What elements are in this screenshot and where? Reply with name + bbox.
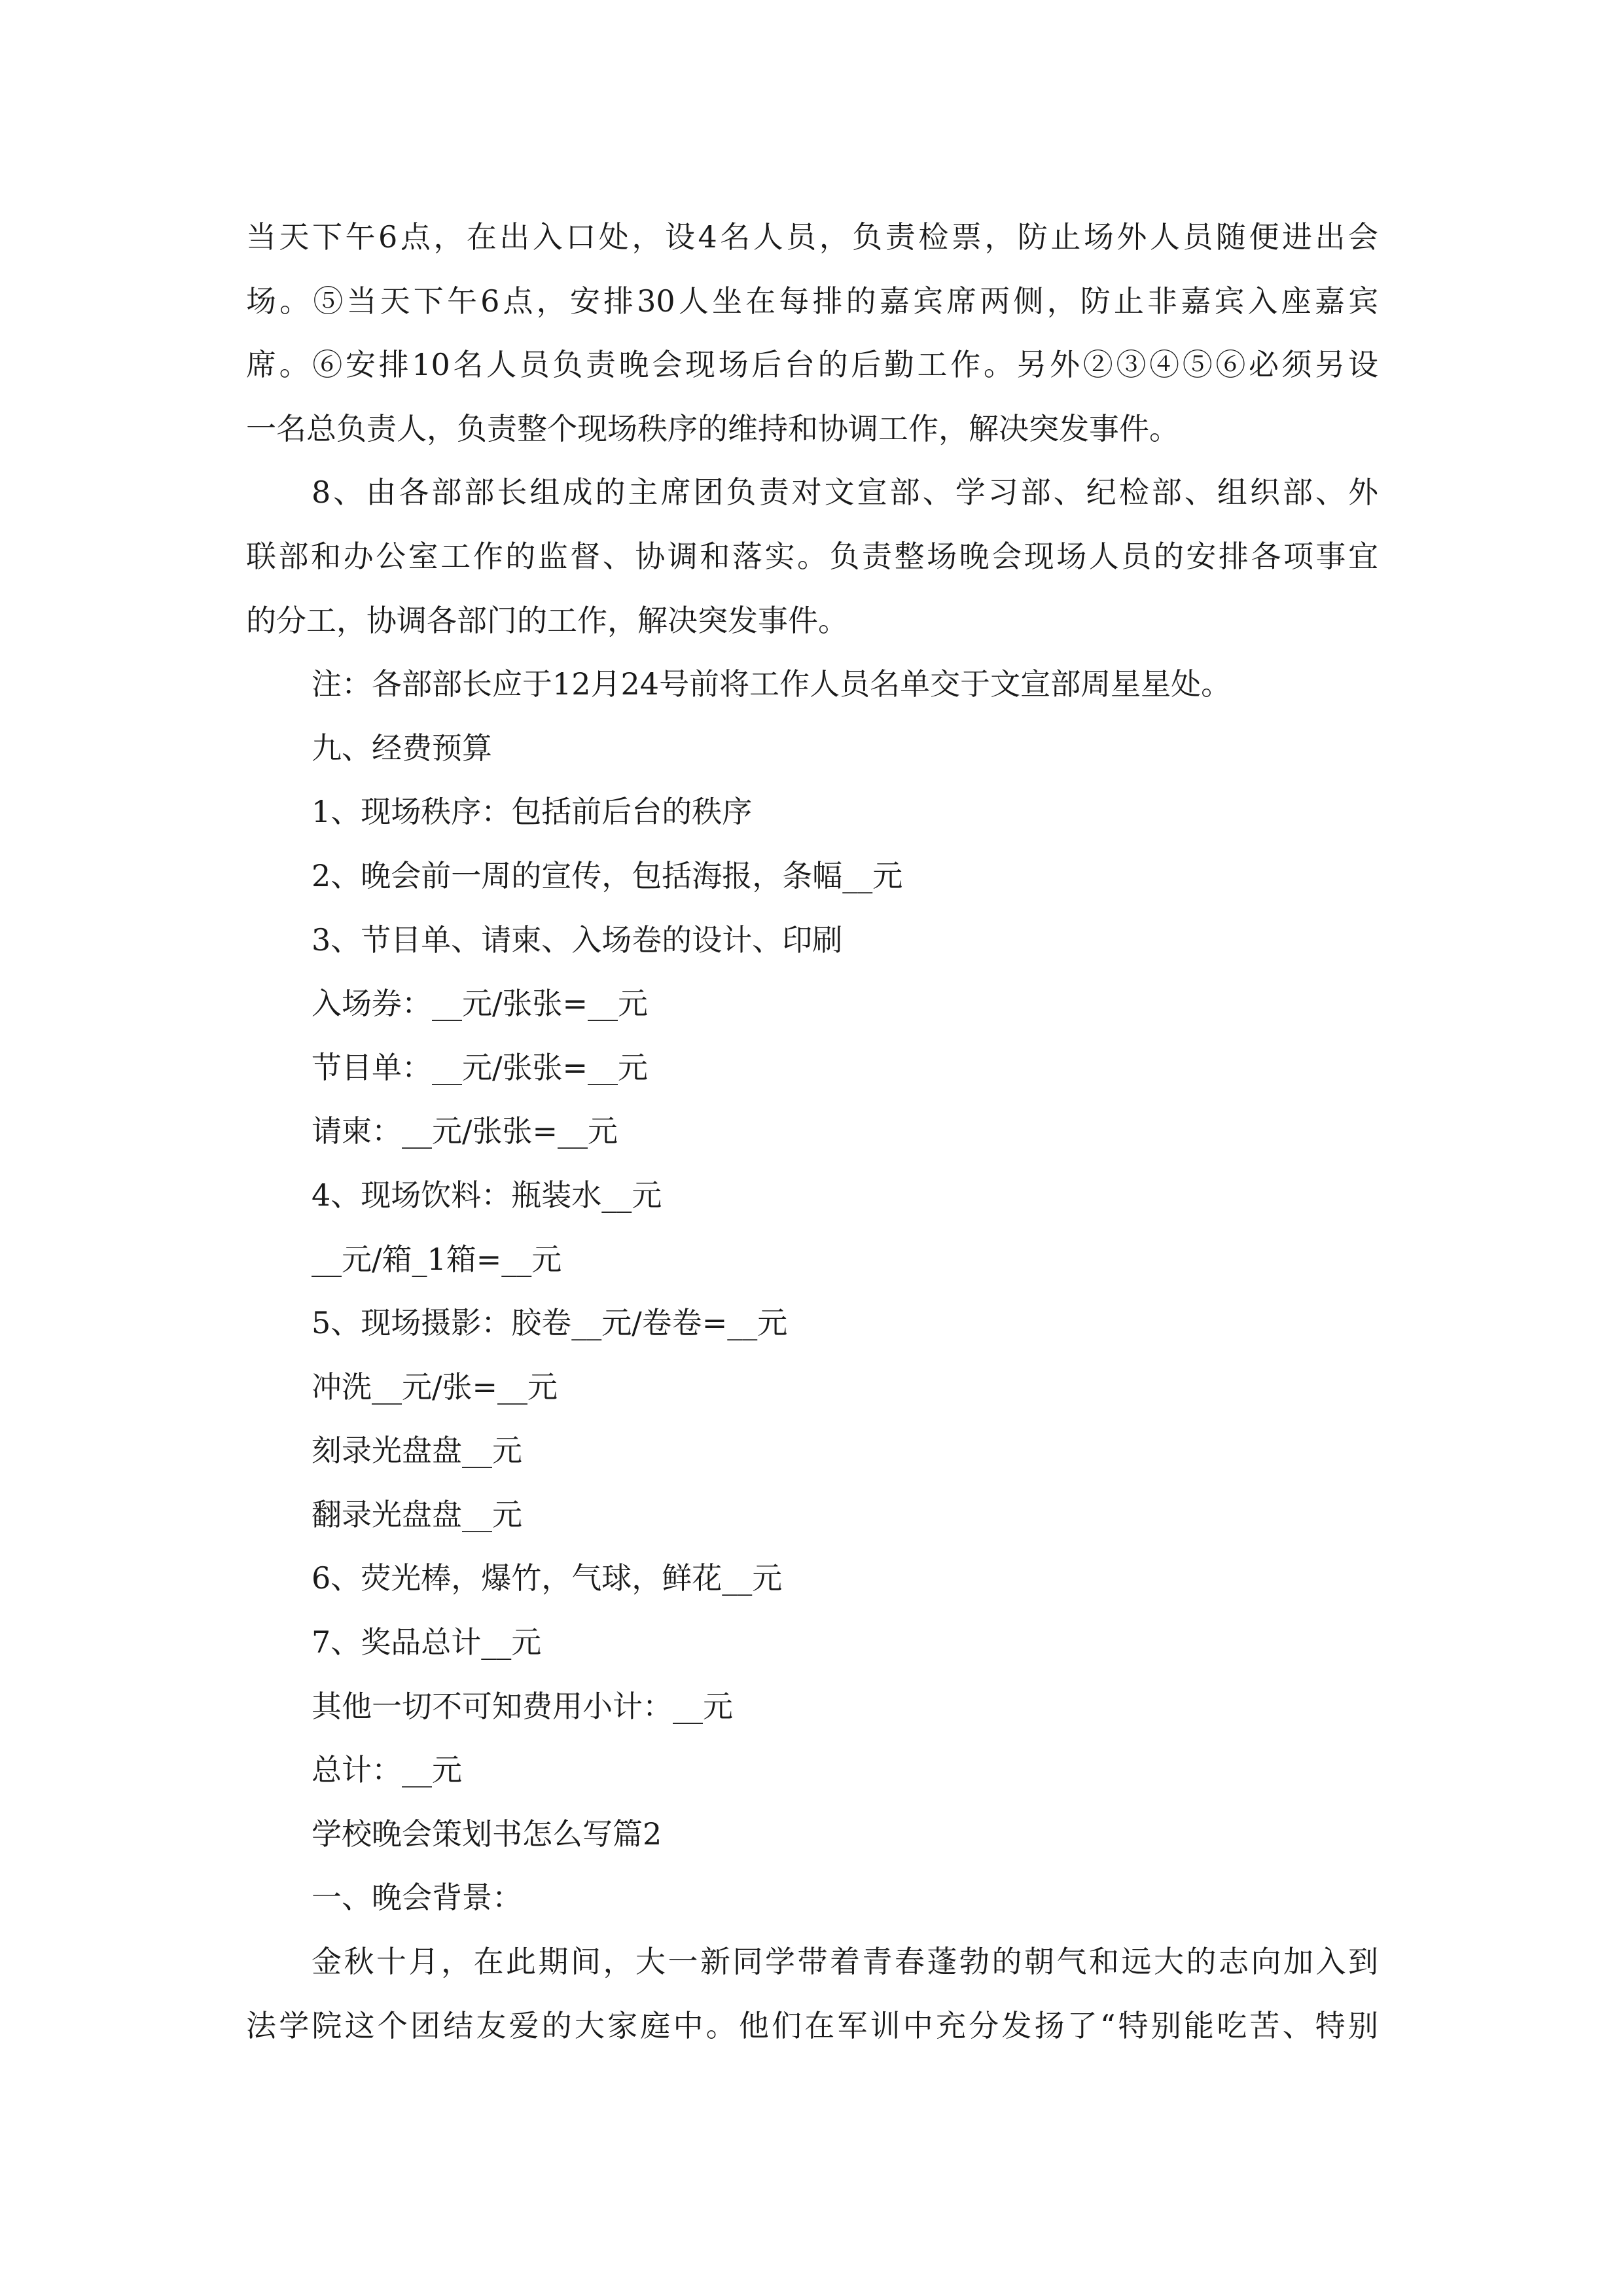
text-line: 1、现场秩序：包括前后台的秩序	[312, 794, 753, 830]
text-line: 一、晚会背景：	[312, 1880, 522, 1916]
document-body	[246, 206, 1378, 2058]
text-line: 请柬：__元/张张=__元	[312, 1113, 618, 1149]
text-line: 学校晚会策划书怎么写篇2	[312, 1816, 662, 1852]
text-line: 当天下午6点，在出入口处，设4名人员，负责检票，防止场外人员随便进出会	[246, 219, 1378, 255]
text-line: 席。⑥安排10名人员负责晚会现场后台的后勤工作。另外②③④⑤⑥必须另设	[246, 347, 1378, 383]
text-line: 的分工，协调各部门的工作，解决突发事件。	[246, 602, 848, 638]
text-line: 4、现场饮料：瓶装水__元	[312, 1177, 662, 1213]
text-line: 6、荧光棒，爆竹，气球，鲜花__元	[312, 1560, 783, 1596]
text-line: 7、奖品总计__元	[312, 1624, 542, 1660]
text-line: 法学院这个团结友爱的大家庭中。他们在军训中充分发扬了“特别能吃苦、特别	[246, 2007, 1378, 2043]
text-line: 刻录光盘盘__元	[312, 1433, 522, 1469]
text-line: 场。⑤当天下午6点，安排30人坐在每排的嘉宾席两侧，防止非嘉宾入座嘉宾	[246, 283, 1378, 319]
text-line: 2、晚会前一周的宣传，包括海报，条幅__元	[312, 857, 903, 893]
text-line: __元/箱_1箱=__元	[312, 1241, 562, 1277]
text-line: 翻录光盘盘__元	[312, 1496, 522, 1532]
text-line: 3、节目单、请柬、入场卷的设计、印刷	[312, 922, 843, 958]
text-line: 九、经费预算	[312, 730, 492, 766]
text-line: 冲洗__元/张=__元	[312, 1369, 558, 1405]
text-line: 注：各部部长应于12月24号前将工作人员名单交于文宣部周星星处。	[312, 666, 1232, 702]
text-line: 5、现场摄影：胶卷__元/卷卷=__元	[312, 1305, 788, 1341]
text-line: 总计：__元	[312, 1752, 462, 1788]
text-line: 节目单：__元/张张=__元	[312, 1049, 649, 1085]
text-line: 联部和办公室工作的监督、协调和落实。负责整场晚会现场人员的安排各项事宜	[246, 538, 1378, 574]
text-line: 金秋十月，在此期间，大一新同学带着青春蓬勃的朝气和远大的志向加入到	[312, 1944, 1378, 1980]
text-line: 8、由各部部长组成的主席团负责对文宣部、学习部、纪检部、组织部、外	[312, 475, 1378, 511]
text-line: 一名总负责人，负责整个现场秩序的维持和协调工作，解决突发事件。	[246, 410, 1179, 446]
text-line: 入场券：__元/张张=__元	[312, 986, 649, 1022]
text-line: 其他一切不可知费用小计：__元	[312, 1688, 733, 1724]
